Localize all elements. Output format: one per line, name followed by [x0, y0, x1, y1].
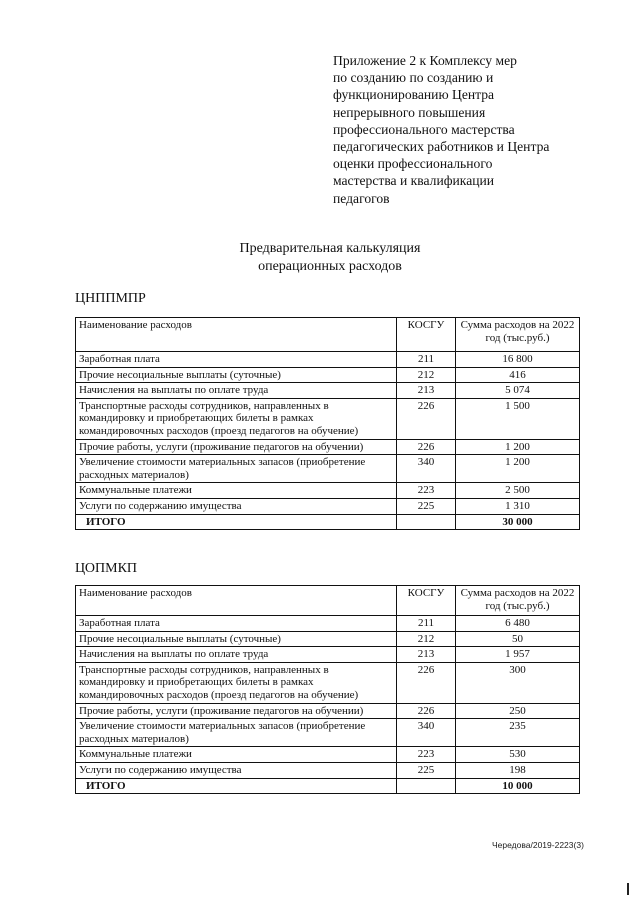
expense-amount: 1 310 [456, 498, 580, 514]
expense-amount: 1 500 [456, 398, 580, 439]
header-kosgu: КОСГУ [397, 586, 456, 616]
table-row [76, 616, 580, 632]
expense-amount: 1 200 [456, 455, 580, 483]
kosgu-code: 340 [397, 455, 456, 483]
document-title-line-2: операционных расходов [258, 259, 402, 274]
table-row [76, 352, 580, 368]
document-title-line-1: Предварительная калькуляция [239, 241, 421, 256]
document-reference-code: Чередова/2019-2223(3) [492, 840, 584, 850]
appendix-line: педагогов [333, 190, 390, 206]
appendix-note [333, 52, 603, 207]
appendix-line: непрерывного повышения [333, 104, 486, 120]
expense-amount: 300 [456, 662, 580, 703]
table-header-row [76, 318, 580, 352]
expense-amount: 530 [456, 747, 580, 763]
header-amount: Сумма расходов на 2022 год (тыс.руб.) [456, 318, 580, 352]
kosgu-code: 226 [397, 439, 456, 455]
kosgu-code: 213 [397, 383, 456, 399]
table-row [76, 762, 580, 778]
kosgu-code: 223 [397, 483, 456, 499]
section-title-cnppmpr: ЦНППМПР [75, 291, 146, 306]
expense-name: Начисления на выплаты по оплате труда [76, 383, 397, 399]
kosgu-code: 226 [397, 703, 456, 719]
total-label: ИТОГО [76, 778, 397, 794]
expenses-table-copmkp [75, 585, 580, 794]
total-label: ИТОГО [76, 514, 397, 530]
appendix-line: по созданию по созданию и [333, 70, 494, 86]
kosgu-code: 213 [397, 647, 456, 663]
expense-name: Коммунальные платежи [76, 747, 397, 763]
expense-amount: 250 [456, 703, 580, 719]
table-row [76, 662, 580, 703]
table-header-row [76, 586, 580, 616]
table-row [76, 703, 580, 719]
expense-amount: 2 500 [456, 483, 580, 499]
expense-name: Заработная плата [76, 616, 397, 632]
expense-name: Заработная плата [76, 352, 397, 368]
total-amount: 10 000 [456, 778, 580, 794]
expense-amount: 1 957 [456, 647, 580, 663]
table-row [76, 631, 580, 647]
expense-amount: 6 480 [456, 616, 580, 632]
table-row [76, 455, 580, 483]
total-row [76, 514, 580, 530]
appendix-line: оценки профессионального [333, 156, 493, 172]
table-row [76, 498, 580, 514]
total-row [76, 778, 580, 794]
kosgu-code: 212 [397, 367, 456, 383]
expense-amount: 16 800 [456, 352, 580, 368]
appendix-line: функционированию Центра [333, 87, 495, 103]
kosgu-code: 226 [397, 662, 456, 703]
expense-name: Начисления на выплаты по оплате труда [76, 647, 397, 663]
header-kosgu: КОСГУ [397, 318, 456, 352]
kosgu-code: 226 [397, 398, 456, 439]
appendix-line: Приложение 2 к Комплексу мер [333, 53, 517, 68]
table-row [76, 383, 580, 399]
expense-name: Коммунальные платежи [76, 483, 397, 499]
expense-name: Прочие несоциальные выплаты (суточные) [76, 367, 397, 383]
expense-amount: 235 [456, 719, 580, 747]
kosgu-code: 211 [397, 616, 456, 632]
kosgu-code: 225 [397, 762, 456, 778]
document-title [195, 240, 465, 276]
expense-name: Прочие работы, услуги (проживание педагогов на обучении) [76, 703, 397, 719]
expense-amount: 5 074 [456, 383, 580, 399]
kosgu-code: 223 [397, 747, 456, 763]
header-name: Наименование расходов [76, 586, 397, 616]
expense-name: Прочие несоциальные выплаты (суточные) [76, 631, 397, 647]
expense-name: Транспортные расходы сотрудников, направленных в командировку и приобретающих билеты в рамках командировочных расходов (проезд педагогов на обучение) [76, 398, 397, 439]
appendix-line: педагогических работников и Центра [333, 139, 550, 155]
header-amount: Сумма расходов на 2022 год (тыс.руб.) [456, 586, 580, 616]
appendix-line: мастерства и квалификации [333, 173, 495, 189]
expenses-table-cnppmpr [75, 317, 580, 530]
total-amount: 30 000 [456, 514, 580, 530]
kosgu-code: 340 [397, 719, 456, 747]
header-name: Наименование расходов [76, 318, 397, 352]
expense-name: Увеличение стоимости материальных запасов (приобретение расходных материалов) [76, 719, 397, 747]
expense-name: Прочие работы, услуги (проживание педагогов на обучении) [76, 439, 397, 455]
expense-amount: 416 [456, 367, 580, 383]
total-kosgu [397, 514, 456, 530]
expense-amount: 1 200 [456, 439, 580, 455]
kosgu-code: 211 [397, 352, 456, 368]
kosgu-code: 212 [397, 631, 456, 647]
appendix-line: профессионального мастерства [333, 121, 515, 137]
table-row [76, 398, 580, 439]
expense-amount: 198 [456, 762, 580, 778]
expense-name: Увеличение стоимости материальных запасов (приобретение расходных материалов) [76, 455, 397, 483]
table-row [76, 483, 580, 499]
table-row [76, 367, 580, 383]
table-row [76, 439, 580, 455]
total-kosgu [397, 778, 456, 794]
table-row [76, 647, 580, 663]
expense-name: Транспортные расходы сотрудников, направленных в командировку и приобретающих билеты в рамках командировочных расходов (проезд педагогов на обучение) [76, 662, 397, 703]
table-row [76, 747, 580, 763]
section-title-copmkp: ЦОПМКП [75, 561, 138, 576]
expense-amount: 50 [456, 631, 580, 647]
table-row [76, 719, 580, 747]
expense-name: Услуги по содержанию имущества [76, 762, 397, 778]
scan-edge-mark [627, 883, 629, 895]
expense-name: Услуги по содержанию имущества [76, 498, 397, 514]
kosgu-code: 225 [397, 498, 456, 514]
